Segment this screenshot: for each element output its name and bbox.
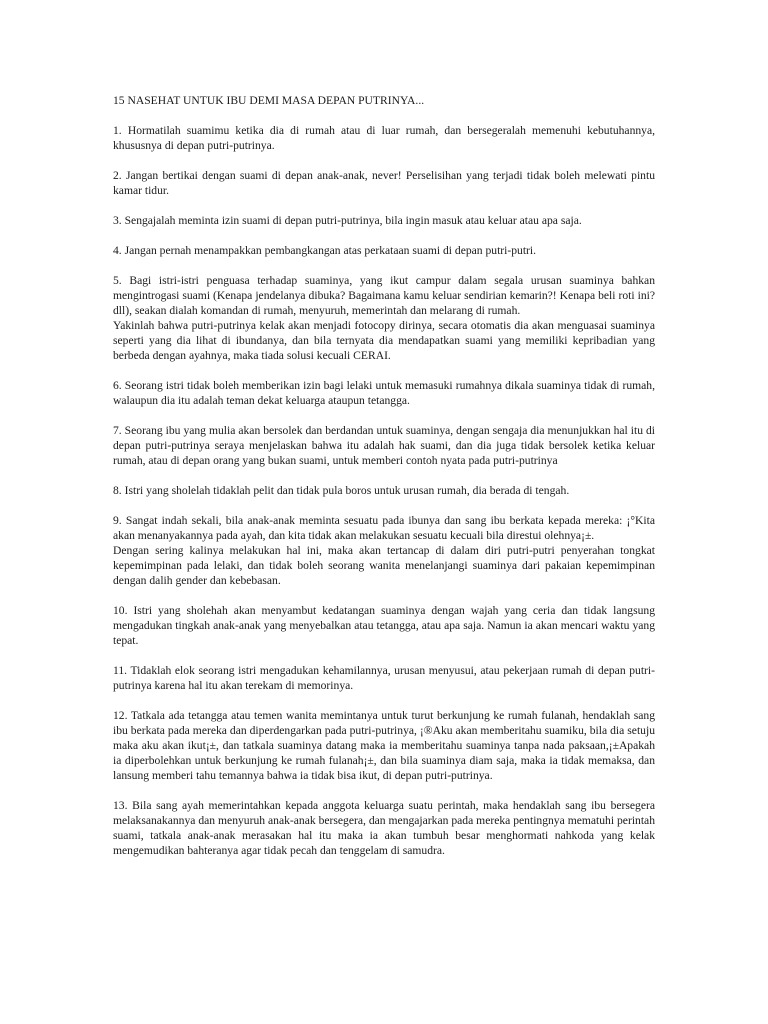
paragraph-text: 5. Bagi istri-istri penguasa terhadap suaminya, yang ikut campur dalam segala urusan suaminya bahkan mengintrogasi suami (Kenapa jendelanya dibuka? Bagaimana kamu keluar sendirian kemarin?! Kenapa beli roti ini?dll), seakan dialah komandan di rumah, menyuruh, memerintah dan melarang di rumah. — [113, 274, 655, 317]
paragraph-9 — [113, 513, 655, 588]
paragraph-text: 7. Seorang ibu yang mulia akan bersolek dan berdandan untuk suaminya, dengan sengaja dia menunjukkan hal itu di depan putri-putrinya seraya menjelaskan bahwa itu adalah hak suami, dan dia juga tidak bersolek ketika keluar rumah, atau di depan orang yang bukan suami, untuk memberi contoh nyata pada putri-putrinya — [113, 424, 655, 467]
paragraph-7 — [113, 423, 655, 468]
paragraph-text: 9. Sangat indah sekali, bila anak-anak meminta sesuatu pada ibunya dan sang ibu berkata kepada mereka: ¡°Kita akan menanyakannya pada ayah, dan kita tidak akan melakukan sesuatu kecuali bila direstui olehnya¡±. — [113, 514, 655, 542]
paragraph-8 — [113, 483, 655, 498]
paragraph-13 — [113, 798, 655, 858]
paragraph-2 — [113, 168, 655, 198]
paragraph-text: 8. Istri yang sholelah tidaklah pelit dan tidak pula boros untuk urusan rumah, dia berada di tengah. — [113, 484, 570, 497]
paragraph-text: 13. Bila sang ayah memerintahkan kepada anggota keluarga suatu perintah, maka hendaklah sang ibu bersegera melaksanakannya dan menyuruh anak-anak bersegera, dan mengajarkan pada mereka pentingnya mematuhi perintah suami, tatkala anak-anak merasakan hal itu maka ia akan tumbuh besar menghormati nahkoda yang kelak mengemudikan bahteranya agar tidak pecah dan tenggelam di samudra. — [113, 799, 655, 857]
paragraph-text: 6. Seorang istri tidak boleh memberikan izin bagi lelaki untuk memasuki rumahnya dikala suaminya tidak di rumah, walaupun dia itu adalah teman dekat keluarga ataupun tetangga. — [113, 379, 655, 407]
paragraph-text: 2. Jangan bertikai dengan suami di depan anak-anak, never! Perselisihan yang terjadi tidak boleh melewati pintu kamar tidur. — [113, 169, 655, 197]
paragraph-3 — [113, 213, 655, 228]
paragraph-text: 10. Istri yang sholehah akan menyambut kedatangan suaminya dengan wajah yang ceria dan tidak langsung mengadukan tingkah anak-anak yang menyebalkan atau tetangga, atau apa saja. Namun ia akan mencari waktu yang tepat. — [113, 604, 655, 647]
paragraph-10 — [113, 603, 655, 648]
paragraph-text: Dengan sering kalinya melakukan hal ini, maka akan tertancap di dalam diri putri-putri penyerahan tongkat kepemimpinan pada lelaki, dan tidak boleh seorang wanita menelanjangi suaminya dari pakaian kepemimpinan dengan dalih gender dan kebebasan. — [113, 544, 655, 587]
paragraph-text: 12. Tatkala ada tetangga atau temen wanita memintanya untuk turut berkunjung ke rumah fulanah, hendaklah sang ibu berkata pada mereka dan diperdengarkan pada putri-putrinya, ¡®Aku akan memberitahu suamiku, bila dia setuju maka aku akan ikut¡±, dan tatkala suaminya datang maka ia memberitahu suaminya tanpa nada paksaan,¡±Apakah ia diperbolehkan untuk berkunjung ke rumah fulanah¡±, dan bila suaminya diam saja, maka ia tidak memaksa, dan lansung memberi tahu temannya bahwa ia tidak bisa ikut, di depan putri-putrinya. — [113, 709, 655, 782]
paragraph-text: 11. Tidaklah elok seorang istri mengadukan kehamilannya, urusan menyusui, atau pekerjaan rumah di depan putri-putrinya karena hal itu akan terekam di memorinya. — [113, 664, 655, 692]
paragraph-text: Yakinlah bahwa putri-putrinya kelak akan menjadi fotocopy dirinya, secara otomatis dia akan menguasai suaminya seperti yang dia lihat di ibundanya, dan bila ternyata dia mendapatkan suami yang memiliki kepribadian yang berbeda dengan ayahnya, maka tiada solusi kecuali CERAI. — [113, 319, 655, 362]
paragraph-11 — [113, 663, 655, 693]
paragraph-12 — [113, 708, 655, 783]
paragraph-1 — [113, 123, 655, 153]
paragraph-text: 1. Hormatilah suamimu ketika dia di rumah atau di luar rumah, dan bersegeralah memenuhi kebutuhannya, khususnya di depan putri-putrinya. — [113, 124, 655, 152]
document-title: 15 NASEHAT UNTUK IBU DEMI MASA DEPAN PUTRINYA... — [113, 94, 425, 107]
paragraph-6 — [113, 378, 655, 408]
paragraph-text: 3. Sengajalah meminta izin suami di depan putri-putrinya, bila ingin masuk atau keluar atau apa saja. — [113, 214, 582, 227]
paragraph-4 — [113, 243, 655, 258]
paragraph-5 — [113, 273, 655, 363]
document-body — [113, 93, 655, 873]
paragraph-text: 4. Jangan pernah menampakkan pembangkangan atas perkataan suami di depan putri-putri. — [113, 244, 537, 257]
